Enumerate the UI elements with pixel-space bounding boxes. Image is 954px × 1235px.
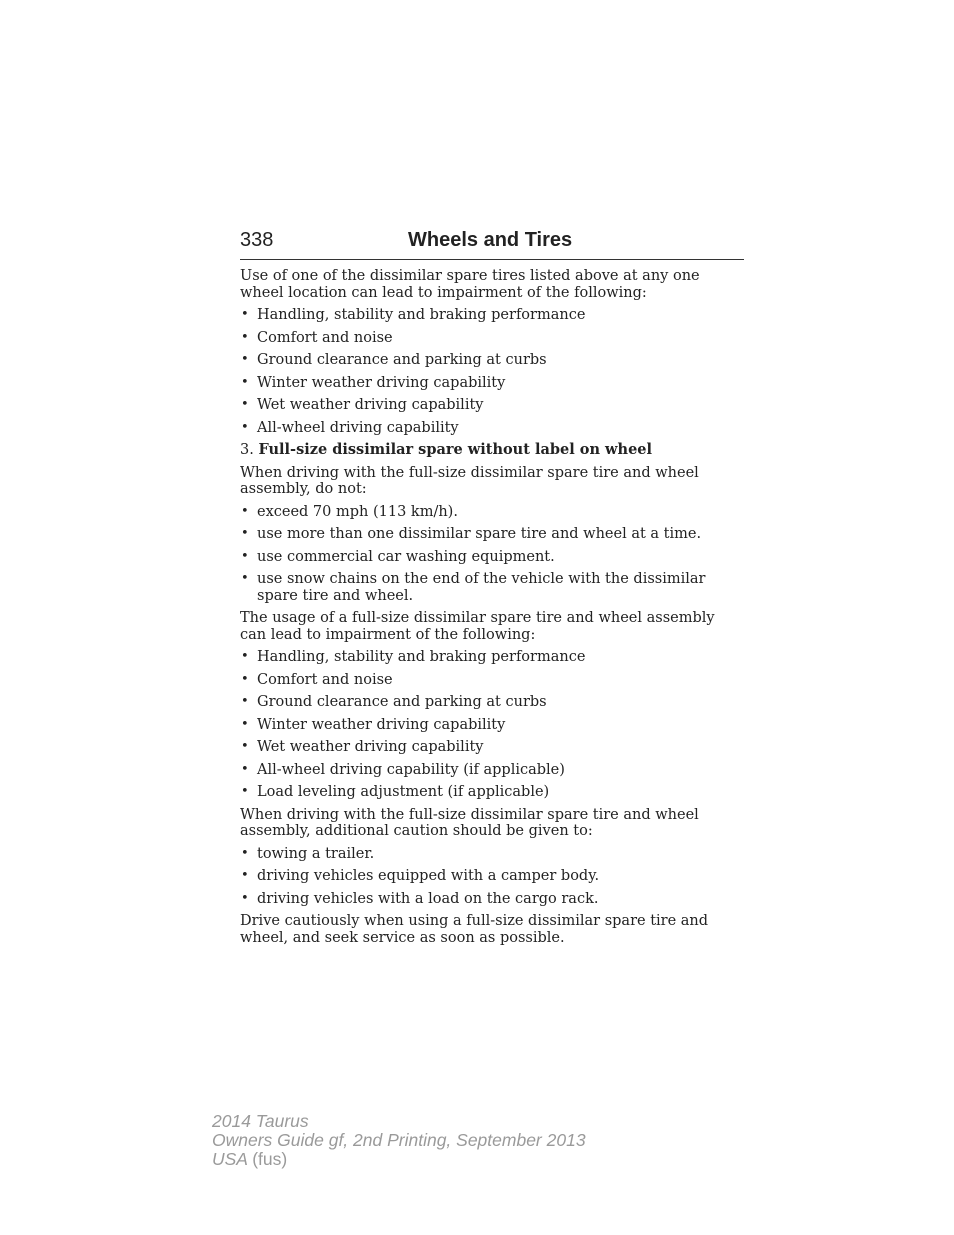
- list-item: [240, 846, 744, 863]
- list-item-text: driving vehicles with a load on the cargo rack.: [257, 890, 599, 907]
- page-number: 338: [240, 229, 274, 251]
- numbered-heading-text: Full-size dissimilar spare without label on wheel: [258, 441, 653, 458]
- bullet-icon: •: [241, 868, 249, 883]
- list-item: [240, 330, 744, 347]
- bullet-icon: •: [241, 526, 249, 541]
- footer-model: 2014 Taurus: [212, 1111, 309, 1131]
- list-item: [240, 526, 744, 543]
- bullet-icon: •: [241, 890, 249, 906]
- list-item: [240, 397, 744, 414]
- list-item: [240, 549, 744, 566]
- bullet-icon: •: [241, 419, 249, 435]
- footer-edition: Owners Guide gf, 2nd Printing, September 2013: [212, 1130, 586, 1150]
- paragraph: When driving with the full-size dissimilar spare tire and wheel assembly, additional caution should be given to:: [240, 806, 699, 839]
- bullet-icon: •: [241, 374, 249, 390]
- list-item-text: driving vehicles equipped with a camper body.: [257, 868, 600, 884]
- list-item: [240, 762, 744, 779]
- list-item: [240, 504, 744, 521]
- bullet-icon: •: [241, 352, 249, 367]
- paragraph: When driving with the full-size dissimilar spare tire and wheel assembly, do not:: [240, 464, 699, 497]
- list-item: [240, 739, 744, 756]
- bullet-list: [240, 846, 744, 908]
- list-item: [240, 307, 744, 324]
- list-item-text: Winter weather driving capability: [257, 374, 506, 391]
- list-item-text: Wet weather driving capability: [257, 397, 484, 413]
- list-item: [240, 649, 744, 666]
- bullet-icon: •: [241, 571, 249, 586]
- section-title: Wheels and Tires: [408, 229, 573, 251]
- list-item-text: use more than one dissimilar spare tire and wheel at a time.: [257, 526, 702, 542]
- list-item-text: exceed 70 mph (113 km/h).: [257, 503, 458, 520]
- list-item: [240, 352, 744, 369]
- list-item: [240, 571, 744, 604]
- bullet-icon: •: [241, 716, 249, 732]
- list-item-text: Ground clearance and parking at curbs: [257, 352, 547, 368]
- list-item-text: Load leveling adjustment (if applicable): [257, 784, 550, 800]
- list-item-text: All-wheel driving capability: [257, 419, 459, 436]
- bullet-icon: •: [241, 503, 249, 519]
- list-item: [240, 672, 744, 689]
- list-item: [240, 375, 744, 392]
- bullet-icon: •: [241, 329, 249, 345]
- list-item-text: Comfort and noise: [257, 671, 393, 688]
- numbered-heading: [240, 442, 744, 459]
- bullet-icon: •: [241, 694, 249, 709]
- bullet-list: [240, 649, 744, 801]
- list-item: [240, 891, 744, 908]
- bullet-icon: •: [241, 548, 249, 564]
- bullet-icon: •: [241, 845, 249, 861]
- bullet-icon: •: [241, 671, 249, 687]
- bullet-list: [240, 504, 744, 605]
- paragraph: Drive cautiously when using a full-size dissimilar spare tire and wheel, and seek service as soon as possible.: [240, 913, 709, 946]
- document-footer: [212, 1112, 586, 1169]
- list-item-text: All-wheel driving capability (if applicable): [257, 761, 565, 778]
- bullet-icon: •: [241, 397, 249, 412]
- list-item-text: Ground clearance and parking at curbs: [257, 694, 547, 710]
- page-header: [240, 229, 744, 260]
- list-item-text: towing a trailer.: [257, 845, 375, 862]
- bullet-icon: •: [241, 739, 249, 754]
- list-item-text: Handling, stability and braking performance: [257, 307, 586, 323]
- list-item-text: Comfort and noise: [257, 329, 393, 346]
- list-item: [240, 868, 744, 885]
- list-item-text: use commercial car washing equipment.: [257, 548, 555, 565]
- body-content: [240, 268, 744, 952]
- paragraph: The usage of a full-size dissimilar spare tire and wheel assembly can lead to impairment of the following:: [240, 610, 715, 643]
- footer-region-main: USA: [212, 1149, 248, 1169]
- bullet-icon: •: [241, 307, 249, 322]
- list-item: [240, 420, 744, 437]
- footer-region: [212, 1150, 586, 1169]
- list-item-text: Wet weather driving capability: [257, 739, 484, 755]
- list-item: [240, 717, 744, 734]
- list-item: [240, 784, 744, 801]
- bullet-icon: •: [241, 761, 249, 777]
- bullet-icon: •: [241, 649, 249, 664]
- list-item-text: Handling, stability and braking performance: [257, 649, 586, 665]
- list-item-text: use snow chains on the end of the vehicle with the dissimilar spare tire and wheel.: [257, 571, 706, 604]
- bullet-icon: •: [241, 784, 249, 799]
- bullet-list: [240, 307, 744, 436]
- footer-region-suffix: (fus): [252, 1149, 288, 1169]
- item-number: 3.: [240, 442, 254, 458]
- paragraph: Use of one of the dissimilar spare tires listed above at any one wheel location can lead to impairment of the following:: [240, 268, 700, 301]
- list-item: [240, 694, 744, 711]
- list-item-text: Winter weather driving capability: [257, 716, 506, 733]
